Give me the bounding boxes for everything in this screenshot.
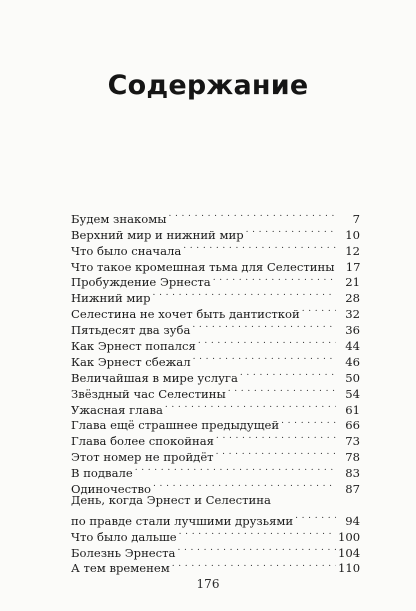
dot-leader (177, 541, 336, 557)
toc-entry-page: 12 (345, 243, 360, 258)
dot-leader (302, 302, 336, 318)
dot-leader (168, 207, 336, 223)
dot-leader (179, 525, 336, 541)
toc-entry-title: Селестина не хочет быть дантисткой (71, 307, 300, 322)
dot-leader (153, 477, 336, 493)
toc-entry-title: Что было сначала (71, 243, 182, 258)
toc-entry-title: Нижний мир (71, 291, 151, 306)
page-title: Содержание (107, 70, 309, 101)
dot-leader (281, 414, 336, 430)
toc-entry-title: Пятьдесят два зуба (71, 323, 191, 338)
toc-entry-page: 78 (345, 450, 360, 465)
dot-leader (216, 429, 336, 445)
toc-entry-title: Болезнь Эрнеста (71, 545, 176, 560)
toc-entry-page: 21 (345, 275, 360, 290)
toc-entry-page: 73 (345, 434, 360, 449)
dot-leader (240, 366, 336, 382)
toc-entry-page: 94 (345, 513, 360, 528)
dot-leader (192, 318, 336, 334)
dot-leader (153, 286, 336, 302)
toc-entry-page: 46 (345, 354, 360, 369)
toc-entry-title: В подвале (71, 466, 133, 481)
dot-leader (135, 461, 336, 477)
toc-entry-page: 36 (345, 323, 360, 338)
toc-entry-page: 83 (345, 466, 360, 481)
toc-entry-title: Что такое кромешная тьма для Селестины (71, 259, 335, 274)
toc-entry-page: 54 (345, 386, 360, 401)
toc-entry-page: 110 (338, 561, 361, 576)
toc-entry-title: Глава ещё страшнее предыдущей (71, 418, 280, 433)
toc-entry-title: Ужасная глава (71, 402, 163, 417)
toc-entry-title: Верхний мир и нижний мир (71, 227, 244, 242)
toc-entry-title: Этот номер не пройдёт (71, 450, 214, 465)
dot-leader (216, 445, 336, 461)
toc-entry-page: 100 (338, 529, 361, 544)
toc-entry-page: 61 (345, 402, 360, 417)
toc-entry-page: 17 (345, 259, 361, 274)
toc-entry-title: Звёздный час Селестины (71, 386, 226, 401)
toc-entry-title: Величайшая в мире услуга (71, 370, 238, 385)
toc-entry-title: Как Эрнест сбежал (71, 354, 191, 369)
toc-entry-page: 7 (352, 211, 360, 226)
toc-entry-title: Одиночество (71, 482, 152, 497)
dot-leader (228, 382, 336, 398)
toc-entry-page: 44 (345, 339, 360, 354)
toc-entry-title: по правде стали лучшими друзьями (71, 513, 294, 528)
dot-leader (165, 398, 336, 414)
toc-entry-title: Как Эрнест попался (71, 339, 196, 354)
toc-entry-title: Глава более спокойная (71, 434, 214, 449)
dot-leader (213, 271, 336, 287)
toc-entry (71, 493, 360, 509)
dot-leader (198, 334, 336, 350)
dot-leader (295, 509, 336, 525)
toc-entry-page: 10 (345, 227, 360, 242)
toc-entry-title: Что было дальше (71, 529, 177, 544)
toc-entry (71, 207, 360, 226)
toc-entry-title: А тем временем (71, 561, 170, 576)
toc-entry-title: Пробуждение Эрнеста (71, 275, 211, 290)
table-of-contents (71, 207, 361, 576)
dot-leader (246, 223, 336, 239)
dot-leader (183, 239, 336, 255)
toc-entry-page: 104 (338, 545, 361, 560)
dot-leader (172, 557, 336, 573)
toc-entry (71, 509, 360, 528)
toc-entry-page: 87 (345, 482, 360, 497)
toc-entry-title: Будем знакомы (71, 211, 167, 226)
page-number: 176 (196, 577, 220, 591)
dot-leader (193, 350, 336, 366)
toc-entry-page: 66 (345, 418, 360, 433)
toc-entry-page: 50 (345, 370, 360, 385)
toc-entry-page: 28 (345, 291, 360, 306)
toc-entry-title: День, когда Эрнест и Селестина (71, 493, 271, 508)
toc-entry-page: 32 (345, 307, 360, 322)
